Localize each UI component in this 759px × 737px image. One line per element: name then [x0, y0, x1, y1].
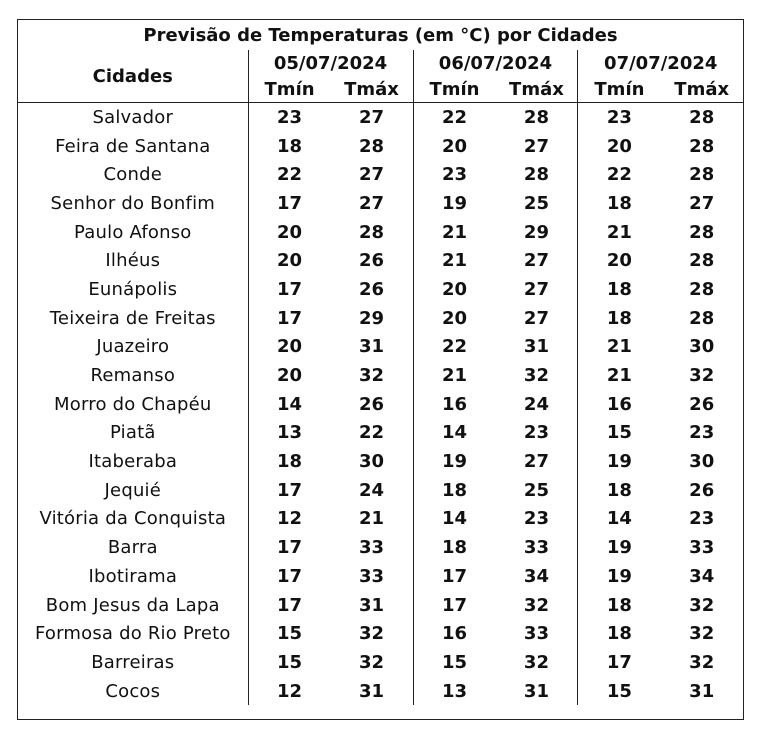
tmin-header-2: Tmín — [413, 76, 495, 103]
tmax-value: 32 — [523, 365, 549, 387]
city-name: Ilhéus — [105, 250, 161, 272]
table-row — [18, 304, 743, 333]
city-name: Teixeira de Freitas — [49, 307, 216, 329]
tmax-value: 28 — [689, 278, 715, 300]
tmax-value: 27 — [523, 135, 549, 157]
tmax-value: 27 — [358, 164, 385, 186]
table-row — [18, 275, 743, 304]
tmax-value: 26 — [689, 479, 715, 501]
city-name: Senhor do Bonfim — [50, 192, 215, 214]
tmin-value: 18 — [578, 189, 660, 218]
tmin-value: 20 — [413, 275, 495, 304]
tmax-value: 31 — [358, 680, 385, 702]
tmin-value: 14 — [413, 419, 495, 448]
tmin-value: 17 — [248, 476, 330, 505]
tmax-value: 33 — [523, 623, 549, 645]
tmax-value: 23 — [689, 422, 715, 444]
tmax-value: 34 — [689, 565, 715, 587]
tmax-value: 34 — [523, 565, 549, 587]
forecast-table-frame — [17, 19, 744, 720]
tmin-value: 18 — [248, 132, 330, 161]
tmin-value: 14 — [413, 505, 495, 534]
city-name: Salvador — [92, 106, 174, 128]
tmax-value: 32 — [523, 651, 549, 673]
tmax-value: 26 — [689, 393, 715, 415]
tmin-value: 20 — [578, 246, 660, 275]
forecast-table — [18, 20, 743, 705]
city-name: Morro do Chapéu — [54, 393, 212, 415]
table-row — [18, 476, 743, 505]
tmin-value: 20 — [248, 246, 330, 275]
tmax-value: 29 — [523, 221, 549, 243]
city-name: Juazeiro — [96, 336, 170, 358]
tmax-value: 28 — [689, 164, 715, 186]
tmin-value: 15 — [413, 648, 495, 677]
table-row — [18, 562, 743, 591]
city-name: Barreiras — [91, 651, 175, 673]
tmin-value: 17 — [248, 591, 330, 620]
tmin-value: 19 — [578, 562, 660, 591]
tmin-value: 18 — [578, 476, 660, 505]
tmin-value: 13 — [248, 419, 330, 448]
tmax-value: 28 — [689, 106, 715, 128]
tmin-value: 17 — [248, 304, 330, 333]
tmin-value: 13 — [413, 677, 495, 706]
tmax-value: 26 — [358, 393, 385, 415]
tmin-value: 16 — [578, 390, 660, 419]
city-name: Vitória da Conquista — [39, 508, 227, 530]
date-header-3: 07/07/2024 — [578, 50, 743, 76]
tmin-value: 19 — [578, 447, 660, 476]
tmax-value: 30 — [689, 336, 715, 358]
table-title: Previsão de Temperaturas (em °C) por Cidades — [143, 24, 618, 46]
tmax-value: 32 — [689, 651, 715, 673]
tmax-value: 30 — [358, 451, 385, 473]
tmax-value: 32 — [358, 651, 385, 673]
tmax-value: 27 — [358, 192, 385, 214]
city-column-header: Cidades — [18, 50, 248, 103]
tmax-value: 28 — [358, 135, 385, 157]
tmax-value: 29 — [358, 307, 385, 329]
city-name: Itaberaba — [88, 451, 178, 473]
tmin-value: 21 — [578, 333, 660, 362]
table-row — [18, 505, 743, 534]
tmax-value: 27 — [523, 278, 549, 300]
tmax-value: 25 — [523, 192, 549, 214]
tmin-value: 14 — [578, 505, 660, 534]
tmin-value: 21 — [413, 218, 495, 247]
tmax-value: 32 — [523, 594, 549, 616]
tmax-value: 31 — [689, 680, 715, 702]
table-row — [18, 189, 743, 218]
tmax-value: 33 — [689, 537, 715, 559]
tmin-value: 23 — [578, 103, 660, 132]
tmin-value: 22 — [578, 160, 660, 189]
tmax-value: 22 — [358, 422, 385, 444]
tmax-value: 28 — [689, 250, 715, 272]
tmin-value: 22 — [413, 103, 495, 132]
tmin-value: 21 — [578, 218, 660, 247]
tmin-value: 17 — [248, 275, 330, 304]
tmin-value: 14 — [248, 390, 330, 419]
tmax-header-1: Tmáx — [331, 76, 413, 103]
tmax-header-2: Tmáx — [495, 76, 577, 103]
tmin-value: 12 — [248, 677, 330, 706]
table-row — [18, 361, 743, 390]
tmin-value: 21 — [578, 361, 660, 390]
table-row — [18, 591, 743, 620]
tmax-value: 31 — [358, 594, 385, 616]
tmax-value: 27 — [358, 106, 385, 128]
tmax-value: 21 — [358, 508, 385, 530]
city-name: Eunápolis — [88, 278, 178, 300]
table-row — [18, 390, 743, 419]
table-row — [18, 160, 743, 189]
tmin-value: 12 — [248, 505, 330, 534]
tmin-value: 17 — [578, 648, 660, 677]
tmax-value: 24 — [523, 393, 549, 415]
city-name: Bom Jesus da Lapa — [45, 594, 220, 616]
tmin-value: 23 — [248, 103, 330, 132]
city-name: Conde — [103, 164, 163, 186]
tmax-value: 28 — [523, 164, 549, 186]
tmax-value: 27 — [523, 451, 549, 473]
table-row — [18, 103, 743, 132]
tmin-value: 22 — [413, 333, 495, 362]
tmax-value: 28 — [689, 135, 715, 157]
tmin-value: 19 — [413, 189, 495, 218]
tmin-value: 20 — [578, 132, 660, 161]
tmax-value: 28 — [358, 221, 385, 243]
tmin-value: 18 — [413, 533, 495, 562]
tmin-value: 18 — [248, 447, 330, 476]
city-name: Cocos — [105, 680, 161, 702]
tmin-value: 19 — [578, 533, 660, 562]
tmax-value: 27 — [523, 250, 549, 272]
tmin-value: 18 — [578, 619, 660, 648]
tmin-value: 17 — [413, 562, 495, 591]
table-body — [18, 103, 743, 706]
tmin-value: 22 — [248, 160, 330, 189]
tmin-value: 20 — [413, 304, 495, 333]
city-name: Paulo Afonso — [74, 221, 192, 243]
tmin-value: 17 — [248, 562, 330, 591]
tmax-value: 25 — [523, 479, 549, 501]
tmin-value: 15 — [248, 619, 330, 648]
city-name: Remanso — [90, 365, 176, 387]
tmax-value: 26 — [358, 250, 385, 272]
tmax-value: 32 — [689, 365, 715, 387]
tmin-value: 16 — [413, 390, 495, 419]
tmin-value: 21 — [413, 361, 495, 390]
tmax-value: 27 — [523, 307, 549, 329]
tmin-value: 20 — [248, 218, 330, 247]
table-row — [18, 132, 743, 161]
tmax-value: 32 — [358, 365, 385, 387]
tmin-value: 15 — [248, 648, 330, 677]
table-row — [18, 246, 743, 275]
tmin-value: 18 — [578, 275, 660, 304]
tmax-value: 31 — [523, 680, 549, 702]
tmax-header-3: Tmáx — [660, 76, 743, 103]
tmax-value: 28 — [523, 106, 549, 128]
tmin-value: 19 — [413, 447, 495, 476]
tmin-header-1: Tmín — [248, 76, 330, 103]
tmin-value: 17 — [413, 591, 495, 620]
tmin-value: 21 — [413, 246, 495, 275]
table-row — [18, 648, 743, 677]
date-header-2: 06/07/2024 — [413, 50, 578, 76]
tmax-value: 23 — [523, 422, 549, 444]
tmin-value: 18 — [578, 304, 660, 333]
tmin-value: 17 — [248, 189, 330, 218]
tmin-value: 18 — [413, 476, 495, 505]
tmin-value: 23 — [413, 160, 495, 189]
tmax-value: 24 — [358, 479, 385, 501]
tmax-value: 33 — [358, 537, 385, 559]
table-row — [18, 447, 743, 476]
date-header-1: 05/07/2024 — [248, 50, 413, 76]
tmax-value: 28 — [689, 221, 715, 243]
table-row — [18, 619, 743, 648]
tmax-value: 23 — [523, 508, 549, 530]
tmin-value: 20 — [248, 361, 330, 390]
table-row — [18, 419, 743, 448]
city-name: Jequié — [104, 479, 162, 501]
table-row — [18, 533, 743, 562]
tmax-value: 30 — [689, 451, 715, 473]
tmax-value: 27 — [689, 192, 715, 214]
tmax-value: 23 — [689, 508, 715, 530]
tmax-value: 31 — [358, 336, 385, 358]
table-row — [18, 333, 743, 362]
city-name: Ibotirama — [88, 565, 178, 587]
city-name: Feira de Santana — [55, 135, 211, 157]
tmin-value: 20 — [413, 132, 495, 161]
tmax-value: 31 — [523, 336, 549, 358]
tmin-value: 17 — [248, 533, 330, 562]
table-row — [18, 218, 743, 247]
tmin-value: 15 — [578, 677, 660, 706]
tmax-value: 32 — [689, 623, 715, 645]
tmax-value: 28 — [689, 307, 715, 329]
tmin-value: 20 — [248, 333, 330, 362]
city-name: Barra — [107, 537, 158, 559]
tmax-value: 33 — [358, 565, 385, 587]
tmax-value: 33 — [523, 537, 549, 559]
tmin-value: 18 — [578, 591, 660, 620]
tmax-value: 26 — [358, 278, 385, 300]
city-name: Formosa do Rio Preto — [34, 623, 231, 645]
tmax-value: 32 — [358, 623, 385, 645]
tmin-value: 15 — [578, 419, 660, 448]
tmin-value: 16 — [413, 619, 495, 648]
tmin-header-3: Tmín — [578, 76, 660, 103]
tmax-value: 32 — [689, 594, 715, 616]
city-name: Piatã — [109, 422, 156, 444]
table-row — [18, 677, 743, 706]
